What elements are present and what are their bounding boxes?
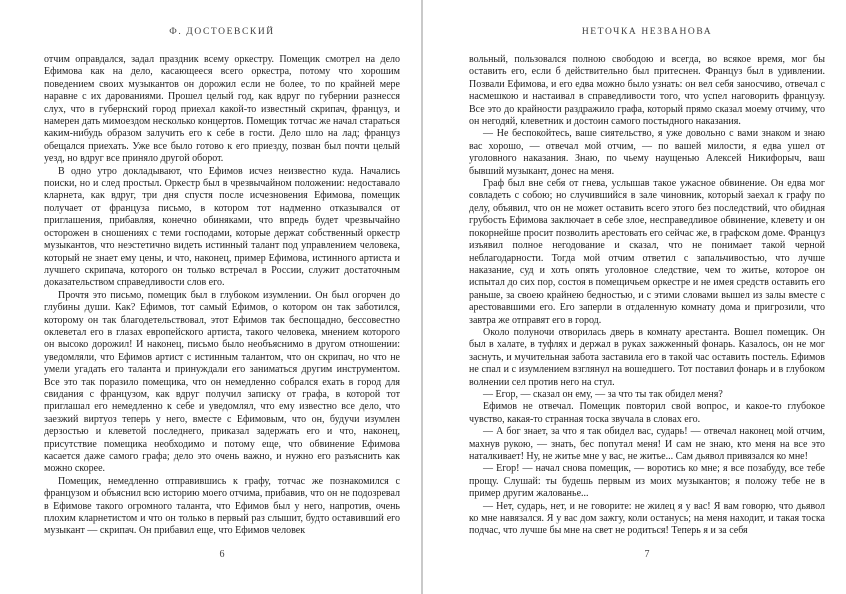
paragraph: В одно утро докладывают, что Ефимов исчез неизвестно куда. Начались поиски, но и след простыл. Оркестр был в чрезвычайном положении: недоставало кларнета, как вдруг, три дня спустя после исчезновения Ефимова, помещик получает от француза письмо, в котором тот надменно отказывался от приглашения, прибавляя, конечно обиняками, что впредь будет чрезвычайно осторожен в сношениях с теми господами, которые держат собственный оркестр музыкантов, что неэстетично видеть истинный талант под управлением человека, который не знает ему цены, и что, наконец, пример Ефимова, истинного артиста и лучшего скрипача, которого он только встречал в России, служит достаточным доказательством справедливости слов его. [44,165,400,289]
paragraph: Ефимов не отвечал. Помещик повторил свой вопрос, и какое-то глубокое чувство, какая-то странная тоска звучала в словах его. [469,401,825,425]
page-right [423,0,846,594]
paragraph: — Егор! — начал снова помещик, — воротись ко мне; я все позабуду, все тебе прощу. Слушай: ты будешь первым из моих музыкантов; я положу тебе не в пример другим жалованье... [469,463,825,500]
paragraph: — А бог знает, за что я так обидел вас, сударь! — отвечал наконец мой отчим, махнув рукою, — знать, бес попутал меня! И сам не знаю, кто меня на все это наталкивает! Ну, не житье мне у вас, не житье... Сам дьявол привязался ко мне! [469,426,825,462]
paragraph: вольный, пользовался полною свободою и всегда, во всякое время, мог бы оставить его, если б действительно был притеснен. Француз был в удивлении. Позвали Ефимова, и его едва можно было узнать: он вел себя заносчиво, отвечал с насмешкою и настаивал в справедливости того, что успел наговорить французу. Все это до крайности раздражило графа, который прямо сказал моему отчиму, что он негодяй, клеветник и достоин самого постыдного наказания. [469,54,825,128]
page-left-body-text [44,54,400,538]
paragraph: — Нет, сударь, нет, и не говорите: не жилец я у вас! Я вам говорю, что дьявол ко мне навязался. Я у вас дом зажгу, коли останусь; на меня находит, и такая тоска подчас, что лучше бы мне на свет не родиться! Теперь я и за себя [469,500,825,537]
paragraph: Помещик, немедленно отправившись к графу, тотчас же познакомился с французом и объяснил всю историю моего отчима, прибавив, что он не подозревал в Ефимове такого огромного таланта, что Ефимов был у него, напротив, очень плохим кларнетистом и что он только в первый раз слышит, будто оставивший его музыкант — скрипач. Он прибавил еще, что Ефимов человек [44,475,400,537]
page-left-content [0,0,423,538]
paragraph: — Не беспокойтесь, ваше сиятельство, я уже довольно с вами знаком и знаю вас хорошо, — отвечал мой отчим, — по вашей милости, я едва ушел от уголовного наказания. Знаю, по чьему наущенью Алексей Никифорыч, ваш бывший музыкант, донес на меня. [469,128,825,177]
paragraph: Граф был вне себя от гнева, услышав такое ужасное обвинение. Он едва мог совладеть с собою; но случившийся в зале чиновник, который заехал к графу по делу, объявил, что он не может оставить всего этого без последствий, что обидная грубость Ефимова заключает в себе злое, несправедливое обвинение, клевету и он покорнейше просит позволить арестовать его сейчас же, в графском доме. Француз изъявил полное негодование и сказал, что не понимает такой черной неблагодарности. Тогда мой отчим ответил с запальчивостью, что лучше наказание, суд и хоть опять уголовное следствие, чем то житье, которое он испытал до сих пор, состоя в помещичьем оркестре и не имея средств оставить его раньше, за своею крайнею бедностью, и с этими словами вышел из залы вместе с арестовавшими его. Его заперли в отдаленную комнату дома и пригрозили, что завтра же отправят его в город. [469,178,825,326]
page-right-body-text [469,54,825,538]
paragraph: отчим оправдался, задал праздник всему оркестру. Помещик смотрел на дело Ефимова как на дело, касающееся всего оркестра, потому что хорошим поведением своих музыкантов он дорожил если не более, то по крайней мере наравне с их дарованиями. Прошел целый год, как вдруг по губернии разнесся слух, что в губернский город приехал какой-то известный скрипач, француз, и намерен дать мимоездом несколько концертов. Помещик тотчас же начал стараться каким-нибудь образом залучить его к себе в гости. Дело шло на лад; француз обещался приехать. Уже все было готово к его приезду, позван был почти целый уезд, но вдруг все приняло другой оборот. [44,54,400,165]
paragraph: Около полуночи отворилась дверь в комнату арестанта. Вошел помещик. Он был в халате, в туфлях и держал в руках зажженный фонарь. Казалось, он не мог заснуть, и мучительная забота заставила его в такой час оставить постель. Ефимов не спал и с изумлением взглянул на вошедшего. Тот поставил фонарь и в глубоком волнении сел против него на стул. [469,326,825,388]
page-right-content [423,0,846,538]
page-number-right: 7 [644,549,650,560]
paragraph: — Егор, — сказал он ему, — за что ты так обидел меня? [483,388,723,400]
page-number-left: 6 [219,549,225,560]
running-header-title: НЕТОЧКА НЕЗВАНОВА [581,27,713,37]
running-header-author: Ф. ДОСТОЕВСКИЙ [169,27,275,37]
paragraph: Прочтя это письмо, помещик был в глубоком изумлении. Он был огорчен до глубины души. Как? Ефимов, тот самый Ефимов, о котором он так заботился, которому он так благодетельствовал, этот Ефимов так беспощадно, бессовестно оклеветал его в глазах европейского артиста, такого человека, мнением которого он высоко дорожил! И наконец, письмо было необъяснимо в другом отношении: уведомляли, что Ефимов артист с истинным талантом, что он скрипач, но что не умели угадать его таланта и принуждали его заниматься другим инструментом. Все это так поразило помещика, что он немедленно собрался ехать в город для свидания с французом, как вдруг получил записку от графа, в которой тот приглашал его немедленно к себе и уведомлял, что ему известно все дело, что заезжий виртуоз теперь у него, вместе с Ефимовым, что он, будучи изумлен дерзостью и клеветой последнего, приказал задержать его и что, наконец, присутствие помещика необходимо и потому еще, что обвинение Ефимова касается даже самого графа; дело это очень важно, и нужно его разъяснить как можно скорее. [44,289,400,475]
